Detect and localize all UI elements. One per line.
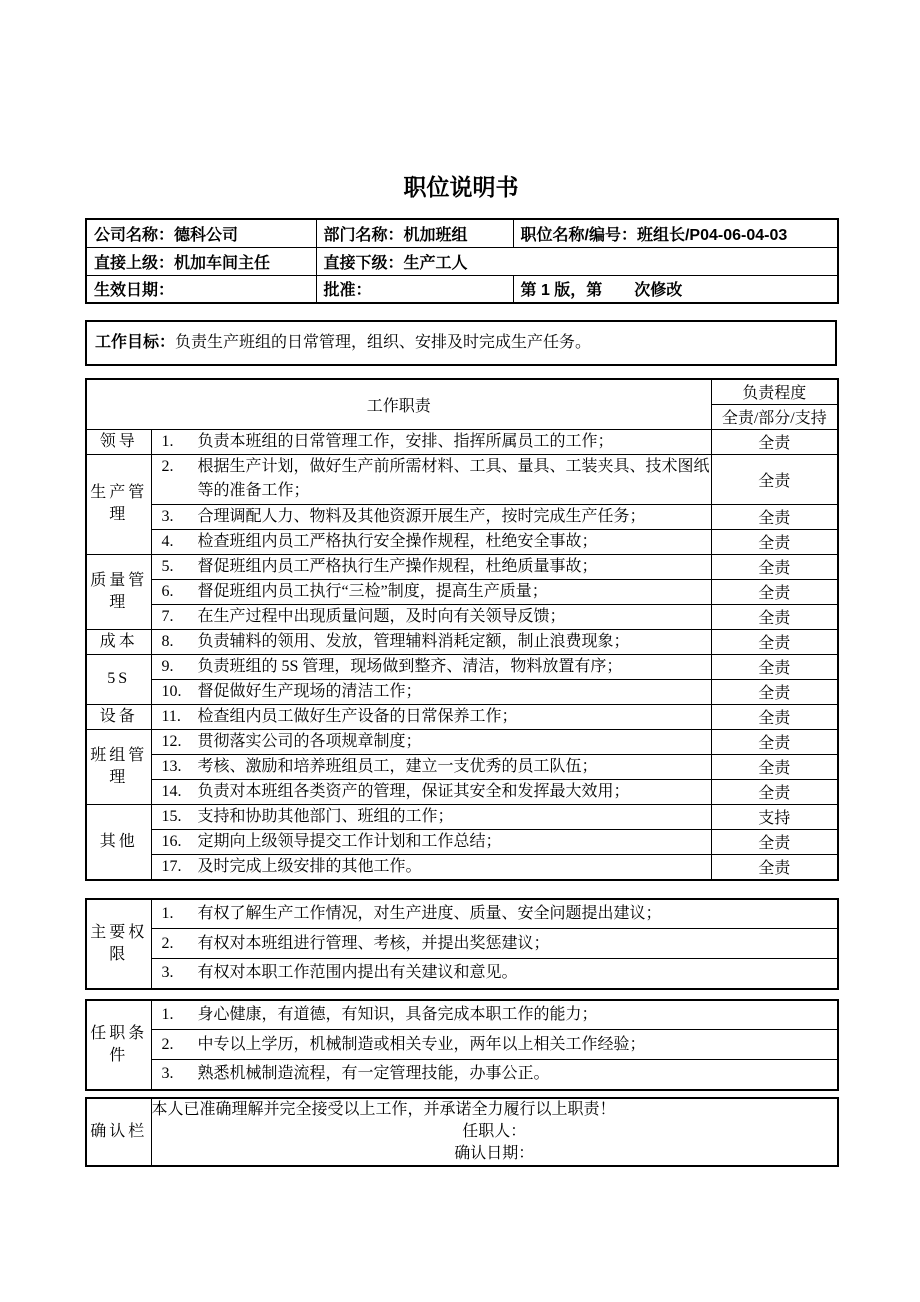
duty-row [86, 754, 838, 779]
duty-text: 定期向上级领导提交工作计划和工作总结； [197, 832, 502, 850]
duty-text-cell [151, 829, 711, 854]
confirm-date-label: 确认日期： [454, 1144, 535, 1162]
authority-label: 主要权限 [86, 899, 151, 989]
duty-degree: 全责 [711, 429, 838, 454]
duty-header-row [86, 379, 838, 404]
duty-text-cell [151, 529, 711, 554]
authority-row [86, 959, 838, 989]
authority-item-cell [151, 959, 838, 989]
duty-degree: 全责 [711, 629, 838, 654]
duty-number: 11. [161, 707, 181, 725]
category-team-management: 班组管理 [86, 729, 151, 804]
duty-text-cell [151, 779, 711, 804]
duty-row [86, 729, 838, 754]
duty-degree: 全责 [711, 754, 838, 779]
duty-row [86, 804, 838, 829]
duty-text-cell [151, 554, 711, 579]
duty-text-cell [151, 454, 711, 504]
holder-label: 任职人： [462, 1122, 527, 1140]
authority-text: 有权对本职工作范围内提出有关建议和意见。 [197, 964, 518, 982]
duty-degree: 全责 [711, 779, 838, 804]
info-row [86, 247, 838, 275]
company-name-cell: 公司名称：德科公司 [86, 219, 316, 247]
duties-header: 工作职责 [86, 379, 711, 429]
version-cell: 第 1 版，第 次修改 [513, 275, 838, 303]
department-name-cell: 部门名称：机加班组 [316, 219, 513, 247]
info-table [85, 218, 839, 304]
duty-text: 根据生产计划，做好生产前所需材料、工具、量具、工装夹具、技术图纸等的准备工作； [197, 458, 710, 499]
info-row [86, 275, 838, 303]
duty-row [86, 529, 838, 554]
qualification-text: 身心健康，有道德，有知识，具备完成本职工作的能力； [197, 1005, 598, 1023]
authority-number: 2. [161, 934, 174, 952]
info-row [86, 219, 838, 247]
authority-item-cell [151, 929, 838, 959]
duty-text: 督促做好生产现场的清洁工作； [197, 682, 422, 700]
duty-text: 负责辅料的领用、发放，管理辅料消耗定额，制止浪费现象； [197, 632, 630, 650]
duty-number: 10. [161, 682, 182, 700]
duty-text-cell [151, 429, 711, 454]
work-objective-box [85, 320, 837, 366]
authority-table [85, 898, 839, 990]
category-cost: 成本 [86, 629, 151, 654]
category-production: 生产管理 [86, 454, 151, 554]
duty-text-cell [151, 679, 711, 704]
approval-cell: 批准： [316, 275, 513, 303]
qualification-item-cell [151, 1030, 838, 1060]
duty-degree: 全责 [711, 454, 838, 504]
duty-text-cell [151, 754, 711, 779]
duty-text: 支持和协助其他部门、班组的工作； [197, 807, 454, 825]
duty-row [86, 654, 838, 679]
qualification-number: 1. [161, 1005, 174, 1023]
authority-number: 3. [161, 964, 174, 982]
duty-text: 合理调配人力、物料及其他资源开展生产，按时完成生产任务； [197, 507, 646, 525]
duty-degree: 全责 [711, 829, 838, 854]
duty-text: 检查班组内员工严格执行安全操作规程，杜绝安全事故； [197, 532, 598, 550]
duty-number: 15. [161, 807, 182, 825]
duty-degree: 全责 [711, 854, 838, 880]
duty-text-cell [151, 504, 711, 529]
duty-row [86, 704, 838, 729]
qualification-row [86, 1060, 838, 1090]
duty-text-cell [151, 579, 711, 604]
duty-text: 考核、激励和培养班组员工，建立一支优秀的员工队伍； [197, 757, 598, 775]
duty-text-cell [151, 854, 711, 880]
category-equipment: 设备 [86, 704, 151, 729]
duty-text: 负责本班组的日常管理工作，安排、指挥所属员工的工作； [197, 432, 614, 450]
duty-row [86, 629, 838, 654]
duty-row [86, 679, 838, 704]
duty-row [86, 829, 838, 854]
duty-number: 4. [161, 532, 174, 550]
authority-text: 有权了解生产工作情况，对生产进度、质量、安全问题提出建议； [197, 904, 662, 922]
duty-text: 贯彻落实公司的各项规章制度； [197, 732, 422, 750]
duty-degree: 全责 [711, 604, 838, 629]
confirmation-statement: 本人已准确理解并完全接受以上工作，并承诺全力履行以上职责！ [151, 1100, 616, 1118]
authority-number: 1. [161, 904, 174, 922]
duty-text: 督促班组内员工严格执行生产操作规程，杜绝质量事故； [197, 557, 598, 575]
duty-degree: 全责 [711, 504, 838, 529]
category-leadership: 领导 [86, 429, 151, 454]
duty-text: 督促班组内员工执行“三检”制度，提高生产质量； [197, 582, 548, 600]
duty-degree: 全责 [711, 729, 838, 754]
duty-number: 13. [161, 757, 182, 775]
duty-text: 在生产过程中出现质量问题，及时向有关领导反馈； [197, 607, 566, 625]
degree-subheader: 全责/部分/支持 [711, 404, 838, 429]
duty-table [85, 378, 839, 881]
qualification-table [85, 999, 839, 1091]
duty-number: 2. [161, 458, 174, 475]
duty-row [86, 579, 838, 604]
duty-text-cell [151, 729, 711, 754]
duty-text: 负责班组的 5S 管理，现场做到整齐、清洁，物料放置有序； [197, 657, 623, 675]
direct-subordinate-cell: 直接下级：生产工人 [316, 247, 838, 275]
duty-degree: 全责 [711, 529, 838, 554]
confirmation-body [151, 1098, 838, 1166]
duty-degree: 全责 [711, 579, 838, 604]
duty-degree: 支持 [711, 804, 838, 829]
duty-text-cell [151, 804, 711, 829]
duty-number: 12. [161, 732, 182, 750]
duty-text-cell [151, 604, 711, 629]
duty-row [86, 429, 838, 454]
duty-text: 检查组内员工做好生产设备的日常保养工作； [197, 707, 518, 725]
duty-number: 14. [161, 782, 182, 800]
duty-row [86, 854, 838, 880]
duty-number: 1. [161, 432, 174, 450]
duty-text-cell [151, 704, 711, 729]
duty-number: 17. [161, 857, 182, 875]
duty-number: 7. [161, 607, 174, 625]
duty-row [86, 554, 838, 579]
duty-degree: 全责 [711, 704, 838, 729]
qualification-row [86, 1000, 838, 1030]
qualification-number: 3. [161, 1065, 174, 1083]
qualification-text: 熟悉机械制造流程，有一定管理技能，办事公正。 [197, 1065, 550, 1083]
confirmation-row [86, 1098, 838, 1166]
duty-row [86, 604, 838, 629]
duty-text: 负责对本班组各类资产的管理，保证其安全和发挥最大效用； [197, 782, 630, 800]
category-5s: 5S [86, 654, 151, 704]
document-content [85, 0, 837, 1167]
page-title: 职位说明书 [403, 174, 519, 200]
effective-date-cell: 生效日期： [86, 275, 316, 303]
duty-text-cell [151, 654, 711, 679]
direct-superior-cell: 直接上级：机加车间主任 [86, 247, 316, 275]
qualification-number: 2. [161, 1035, 174, 1053]
duty-text: 及时完成上级安排的其他工作。 [197, 857, 422, 875]
duty-row [86, 454, 838, 504]
duty-degree: 全责 [711, 554, 838, 579]
duty-degree: 全责 [711, 654, 838, 679]
duty-number: 6. [161, 582, 174, 600]
qualification-item-cell [151, 1000, 838, 1030]
degree-header: 负责程度 [711, 379, 838, 404]
qualification-row [86, 1030, 838, 1060]
duty-number: 5. [161, 557, 174, 575]
confirmation-table [85, 1097, 839, 1167]
duty-row [86, 779, 838, 804]
duty-number: 16. [161, 832, 182, 850]
work-objective-label: 工作目标： [95, 334, 176, 351]
authority-item-cell [151, 899, 838, 929]
qualification-text: 中专以上学历，机械制造或相关专业，两年以上相关工作经验； [197, 1035, 646, 1053]
duty-degree: 全责 [711, 679, 838, 704]
position-code-cell: 职位名称/编号：班组长/P04-06-04-03 [513, 219, 838, 247]
authority-text: 有权对本班组进行管理、考核，并提出奖惩建议； [197, 934, 550, 952]
work-objective-text: 负责生产班组的日常管理，组织、安排及时完成生产任务。 [175, 334, 592, 351]
qualification-label: 任职条件 [86, 1000, 151, 1090]
duty-row [86, 504, 838, 529]
category-other: 其他 [86, 804, 151, 880]
authority-row [86, 899, 838, 929]
authority-row [86, 929, 838, 959]
qualification-item-cell [151, 1060, 838, 1090]
duty-text-cell [151, 629, 711, 654]
duty-number: 9. [161, 657, 174, 675]
duty-number: 3. [161, 507, 174, 525]
confirmation-label: 确认栏 [86, 1098, 151, 1166]
category-quality: 质量管理 [86, 554, 151, 629]
duty-number: 8. [161, 632, 174, 650]
